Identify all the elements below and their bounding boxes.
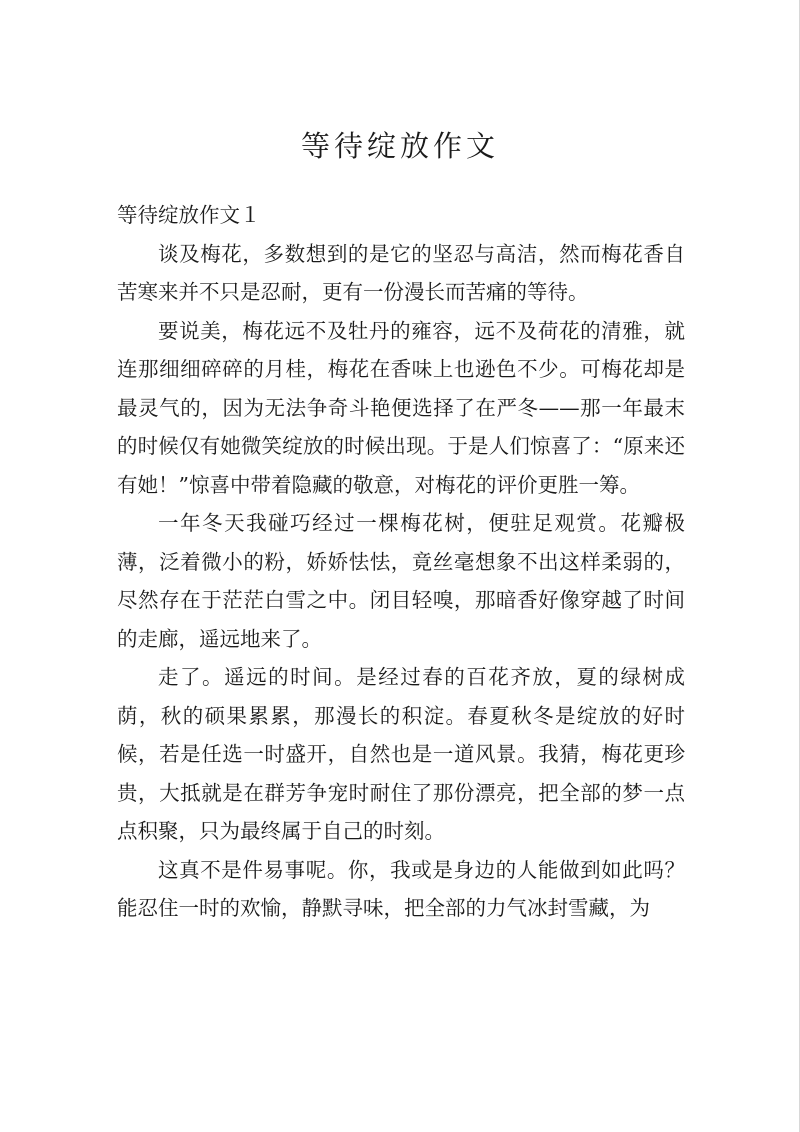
document-body	[117, 196, 685, 928]
paragraph-2: 要说美，梅花远不及牡丹的雍容，远不及荷花的清雅，就连那细细碎碎的月桂，梅花在香味上也逊色不少。可梅花却是最灵气的，因为无法争奇斗艳便选择了在严冬——那一年最末的时候仅有她微笑绽放的时候出现。于是人们惊喜了：“原来还有她！”惊喜中带着隐藏的敬意，对梅花的评价更胜一筹。	[117, 318, 685, 497]
paragraph-1: 谈及梅花，多数想到的是它的坚忍与高洁，然而梅花香自苦寒来并不只是忍耐，更有一份漫长而苦痛的等待。	[117, 241, 685, 304]
section-subheading: 等待绽放作文１	[117, 203, 261, 227]
document-title: 等待绽放作文	[300, 129, 499, 163]
paragraph-3: 一年冬天我碰巧经过一棵梅花树，便驻足观赏。花瓣极薄，泛着微小的粉，娇娇怯怯，竟丝毫想象不出这样柔弱的，尽然存在于茫茫白雪之中。闭目轻嗅，那暗香好像穿越了时间的走廊，遥远地来了。	[117, 511, 685, 651]
paragraph-4: 走了。遥远的时间。是经过春的百花齐放，夏的绿树成荫，秋的硕果累累，那漫长的积淀。春夏秋冬是绽放的好时候，若是任选一时盛开，自然也是一道风景。我猜，梅花更珍贵，大抵就是在群芳争宠时耐住了那份漂亮，把全部的梦一点点积聚，只为最终属于自己的时刻。	[117, 665, 685, 843]
paragraph-5: 这真不是件易事呢。你，我或是身边的人能做到如此吗？能忍住一时的欢愉，静默寻味，把全部的力气冰封雪藏，为	[117, 857, 685, 920]
